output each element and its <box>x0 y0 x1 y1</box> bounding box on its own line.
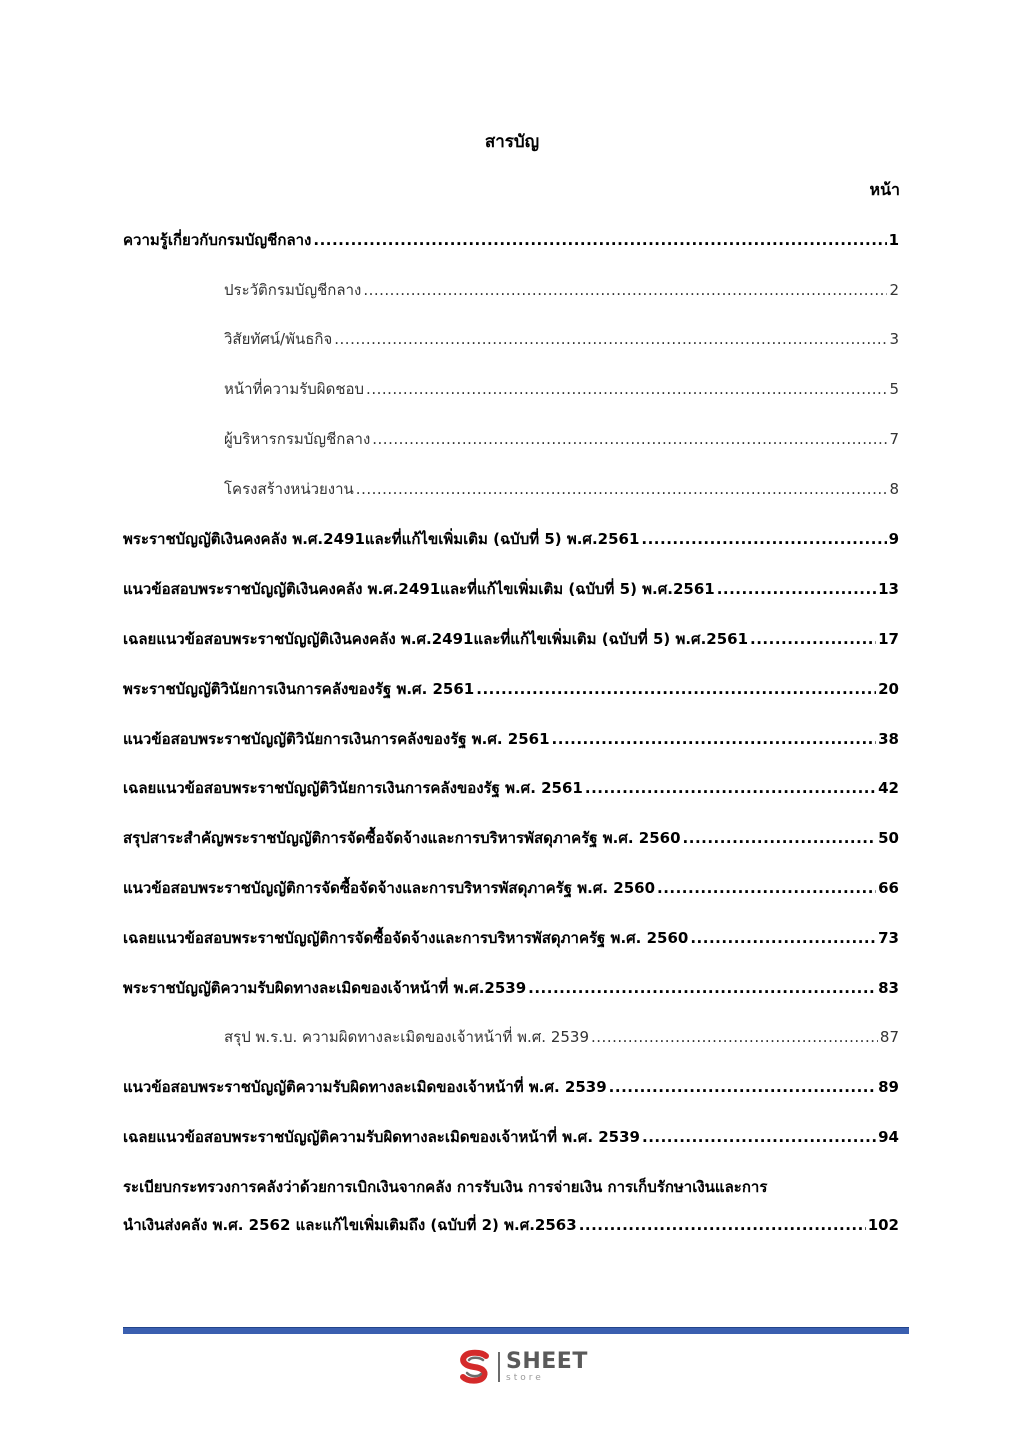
sheet-store-logo <box>456 1346 596 1388</box>
toc-entry-page: 50 <box>878 829 899 847</box>
toc-entry[interactable] <box>123 728 899 750</box>
toc-entry-page: 94 <box>878 1128 899 1146</box>
toc-leader-dots <box>372 428 887 450</box>
toc-entry-label: เฉลยแนวข้อสอบพระราชบัญญัติความรับผิดทางละเมิดของเจ้าหน้าที่ พ.ศ. 2539 <box>123 1128 640 1146</box>
toc-subentry[interactable] <box>224 428 899 450</box>
toc-leader-dots <box>585 777 876 799</box>
toc-entry-page: 9 <box>888 530 899 548</box>
toc-entry[interactable] <box>123 827 899 849</box>
toc-entry[interactable] <box>123 628 899 650</box>
toc-leader-dots <box>366 378 887 400</box>
toc-entry-label: โครงสร้างหน่วยงาน <box>224 480 354 498</box>
toc-leader-dots <box>683 827 877 849</box>
toc-subentry[interactable] <box>224 378 899 400</box>
toc-entry-label: สรุป พ.ร.บ. ความผิดทางละเมิดของเจ้าหน้าที่ พ.ศ. 2539 <box>224 1028 590 1046</box>
toc-leader-dots <box>591 1026 878 1048</box>
toc-entry-multiline[interactable] <box>123 1176 899 1236</box>
footer-divider-bar <box>123 1327 909 1334</box>
page-number-header: หน้า <box>869 180 900 199</box>
toc-entry[interactable] <box>123 678 899 700</box>
logo-divider <box>498 1352 500 1382</box>
toc-subentry[interactable] <box>224 1026 899 1048</box>
toc-entry-label: เฉลยแนวข้อสอบพระราชบัญญัติวินัยการเงินการคลังของรัฐ พ.ศ. 2561 <box>123 779 583 797</box>
toc-entry[interactable] <box>123 528 899 550</box>
toc-leader-dots <box>579 1214 866 1236</box>
toc-entry-page: 13 <box>878 580 899 598</box>
logo-text <box>506 1351 588 1383</box>
toc-entry-label-line2: นำเงินส่งคลัง พ.ศ. 2562 และแก้ไขเพิ่มเติมถึง (ฉบับที่ 2) พ.ศ.2563 <box>123 1216 577 1234</box>
toc-leader-dots <box>641 528 886 550</box>
toc-entry[interactable] <box>123 1076 899 1098</box>
toc-entry-page: 8 <box>889 480 899 498</box>
toc-entry-label: ผู้บริหารกรมบัญชีกลาง <box>224 430 371 448</box>
toc-entry[interactable] <box>123 1126 899 1148</box>
toc-leader-dots <box>528 977 876 999</box>
toc-entry-page: 3 <box>889 330 899 348</box>
toc-entry-label: พระราชบัญญัติความรับผิดทางละเมิดของเจ้าหน้าที่ พ.ศ.2539 <box>123 979 527 997</box>
toc-entry-label: วิสัยทัศน์/พันธกิจ <box>224 330 333 348</box>
toc-entry-page: 87 <box>879 1028 899 1046</box>
toc-entry[interactable] <box>123 927 899 949</box>
toc-entry-page: 73 <box>878 929 899 947</box>
toc-leader-dots <box>363 279 887 301</box>
toc-entry-label: ความรู้เกี่ยวกับกรมบัญชีกลาง <box>123 231 312 249</box>
toc-entry-page: 38 <box>878 730 899 748</box>
toc-entry-page: 89 <box>878 1078 899 1096</box>
toc-leader-dots <box>334 328 887 350</box>
toc-entry-line2 <box>123 1214 899 1236</box>
toc-leader-dots <box>642 1126 876 1148</box>
toc-entry-page: 2 <box>889 281 899 299</box>
toc-entry-label: แนวข้อสอบพระราชบัญญัติความรับผิดทางละเมิดของเจ้าหน้าที่ พ.ศ. 2539 <box>123 1078 607 1096</box>
toc-entry-page: 83 <box>878 979 899 997</box>
toc-entry-page: 7 <box>889 430 899 448</box>
toc-entry-label: ประวัติกรมบัญชีกลาง <box>224 281 362 299</box>
toc-entry[interactable] <box>123 578 899 600</box>
toc-entry-label: พระราชบัญญัติเงินคงคลัง พ.ศ.2491และที่แก้ไขเพิ่มเติม (ฉบับที่ 5) พ.ศ.2561 <box>123 530 640 548</box>
toc-entry[interactable] <box>123 777 899 799</box>
toc-entry-page: 66 <box>878 879 899 897</box>
toc-entry-page: 1 <box>888 231 899 249</box>
toc-entry[interactable] <box>123 977 899 999</box>
toc-entry-label: สรุปสาระสำคัญพระราชบัญญัติการจัดซื้อจัดจ้างและการบริหารพัสดุภาครัฐ พ.ศ. 2560 <box>123 829 681 847</box>
toc-entry-label: หน้าที่ความรับผิดชอบ <box>224 380 365 398</box>
logo-s-icon <box>456 1348 494 1386</box>
page-title: สารบัญ <box>484 132 540 152</box>
toc-entry-label: เฉลยแนวข้อสอบพระราชบัญญัติการจัดซื้อจัดจ้างและการบริหารพัสดุภาครัฐ พ.ศ. 2560 <box>123 929 689 947</box>
toc-entry-label-line1: ระเบียบกระทรวงการคลังว่าด้วยการเบิกเงินจากคลัง การรับเงิน การจ่ายเงิน การเก็บรักษาเงินและการ <box>123 1178 768 1196</box>
toc-entry-label: เฉลยแนวข้อสอบพระราชบัญญัติเงินคงคลัง พ.ศ.2491และที่แก้ไขเพิ่มเติม (ฉบับที่ 5) พ.ศ.2561 <box>123 630 749 648</box>
toc-leader-dots <box>552 728 877 750</box>
toc-entry-page: 17 <box>878 630 899 648</box>
logo-word: SHEET <box>506 1349 588 1374</box>
toc-entry-label: แนวข้อสอบพระราชบัญญัติวินัยการเงินการคลังของรัฐ พ.ศ. 2561 <box>123 730 550 748</box>
toc-subentry[interactable] <box>224 478 899 500</box>
toc-leader-dots <box>476 678 876 700</box>
toc-leader-dots <box>750 628 876 650</box>
logo-subword: store <box>506 1373 544 1383</box>
toc-leader-dots <box>657 877 876 899</box>
toc-leader-dots <box>356 478 888 500</box>
toc-subentry[interactable] <box>224 279 899 301</box>
toc-entry-page: 5 <box>889 380 899 398</box>
toc-entry-label: แนวข้อสอบพระราชบัญญัติเงินคงคลัง พ.ศ.2491และที่แก้ไขเพิ่มเติม (ฉบับที่ 5) พ.ศ.2561 <box>123 580 715 598</box>
toc-entry-page: 42 <box>878 779 899 797</box>
toc-leader-dots <box>690 927 876 949</box>
toc-entry-page: 20 <box>878 680 899 698</box>
toc-entry[interactable] <box>123 229 899 251</box>
toc-entry-label: แนวข้อสอบพระราชบัญญัติการจัดซื้อจัดจ้างและการบริหารพัสดุภาครัฐ พ.ศ. 2560 <box>123 879 656 897</box>
toc-entry-label: พระราชบัญญัติวินัยการเงินการคลังของรัฐ พ.ศ. 2561 <box>123 680 475 698</box>
toc-entry-page: 102 <box>867 1216 899 1234</box>
toc-leader-dots <box>609 1076 876 1098</box>
toc-leader-dots <box>313 229 886 251</box>
toc-leader-dots <box>717 578 876 600</box>
toc-entry[interactable] <box>123 877 899 899</box>
toc-subentry[interactable] <box>224 328 899 350</box>
